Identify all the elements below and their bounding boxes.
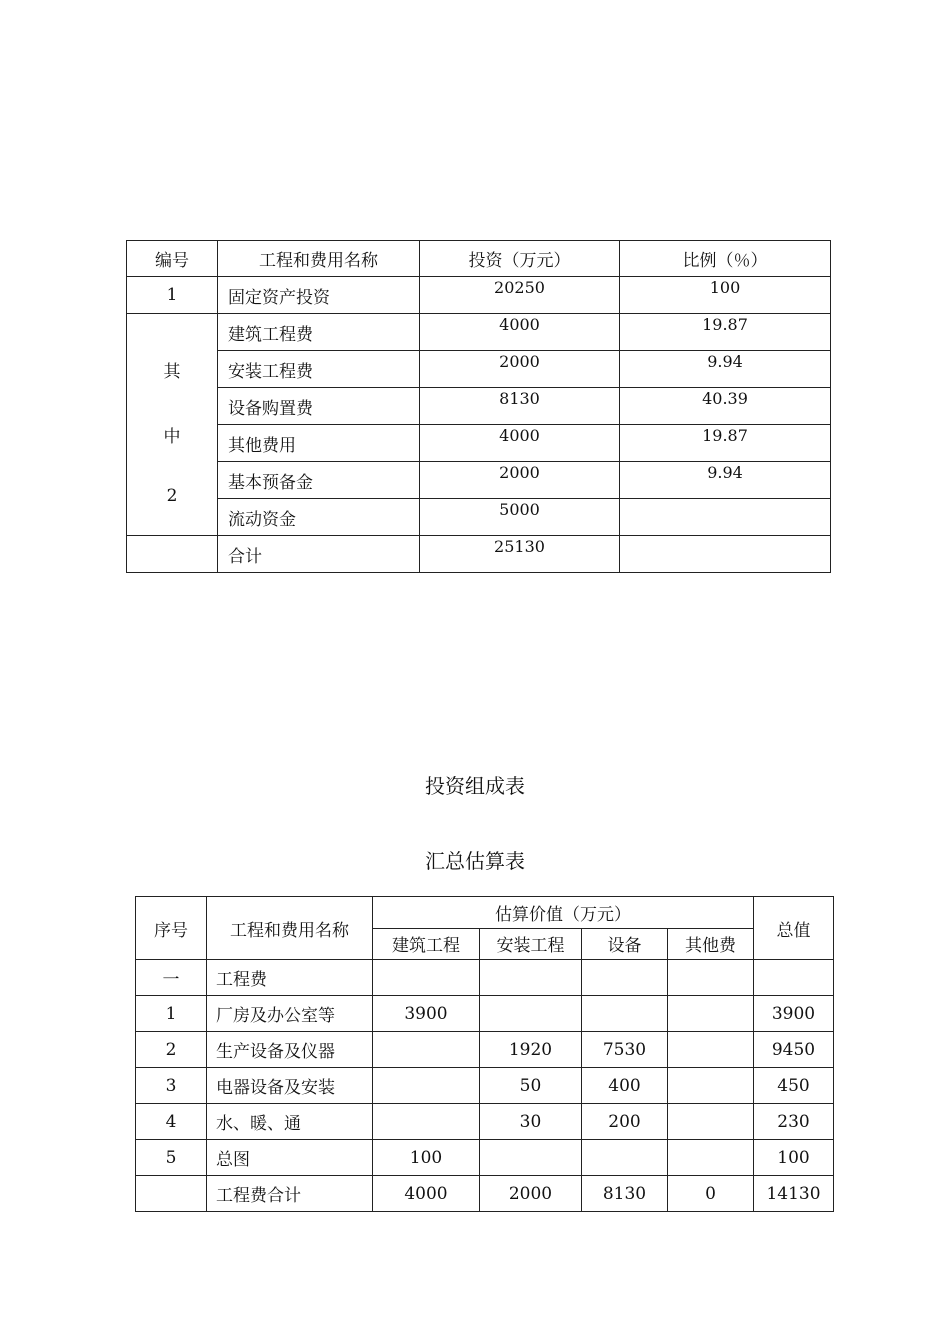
row-total: 100	[754, 1140, 834, 1176]
table-total-row	[136, 1176, 834, 1212]
summary-estimate-title: 汇总估算表	[425, 849, 525, 873]
row-name: 水、暖、通	[207, 1104, 373, 1140]
row-build	[373, 1068, 480, 1104]
row-total: 14130	[754, 1176, 834, 1212]
header-build: 建筑工程	[373, 928, 480, 960]
row-name: 其他费用	[218, 425, 420, 462]
table-row	[127, 425, 831, 462]
row-equipment: 8130	[582, 1176, 668, 1212]
header-other: 其他费	[668, 928, 754, 960]
row-name: 厂房及办公室等	[207, 996, 373, 1032]
row-number: 4	[136, 1104, 207, 1140]
table-row	[127, 351, 831, 388]
row-install	[480, 960, 582, 996]
row-ratio: 9.94	[620, 462, 831, 499]
row-build	[373, 960, 480, 996]
row-ratio	[620, 499, 831, 536]
table-row	[136, 1068, 834, 1104]
side-label	[127, 314, 218, 536]
row-total: 230	[754, 1104, 834, 1140]
table-row	[127, 314, 831, 351]
row-other	[668, 1032, 754, 1068]
row-name: 工程费合计	[207, 1176, 373, 1212]
row-equipment: 7530	[582, 1032, 668, 1068]
row-ratio: 19.87	[620, 314, 831, 351]
header-install: 安装工程	[480, 928, 582, 960]
table-row	[136, 1032, 834, 1068]
row-investment: 8130	[420, 388, 620, 425]
row-name: 流动资金	[218, 499, 420, 536]
row-install: 30	[480, 1104, 582, 1140]
row-name: 固定资产投资	[218, 277, 420, 314]
row-build: 3900	[373, 996, 480, 1032]
row-total: 3900	[754, 996, 834, 1032]
row-install	[480, 1140, 582, 1176]
row-build: 4000	[373, 1176, 480, 1212]
row-name: 电器设备及安装	[207, 1068, 373, 1104]
row-install: 1920	[480, 1032, 582, 1068]
row-install	[480, 996, 582, 1032]
row-equipment	[582, 960, 668, 996]
row-investment: 4000	[420, 425, 620, 462]
row-number: 1	[127, 277, 218, 314]
row-name: 工程费	[207, 960, 373, 996]
table-row	[136, 960, 834, 996]
row-name: 设备购置费	[218, 388, 420, 425]
row-build	[373, 1104, 480, 1140]
row-number	[136, 1176, 207, 1212]
total-ratio	[620, 536, 831, 573]
table-row	[127, 462, 831, 499]
table-row	[127, 277, 831, 314]
row-equipment	[582, 996, 668, 1032]
row-ratio: 9.94	[620, 351, 831, 388]
row-build	[373, 1032, 480, 1068]
row-equipment: 400	[582, 1068, 668, 1104]
row-investment: 2000	[420, 462, 620, 499]
row-number: 5	[136, 1140, 207, 1176]
header-name: 工程和费用名称	[207, 897, 373, 960]
table-row	[136, 1104, 834, 1140]
investment-composition-title: 投资组成表	[425, 774, 525, 798]
row-name: 安装工程费	[218, 351, 420, 388]
row-ratio: 40.39	[620, 388, 831, 425]
header-estimate-group: 估算价值（万元）	[373, 897, 754, 929]
row-total: 9450	[754, 1032, 834, 1068]
row-number: 3	[136, 1068, 207, 1104]
summary-estimate-table	[135, 896, 834, 1212]
row-name: 建筑工程费	[218, 314, 420, 351]
header-ratio: 比例（％）	[620, 241, 831, 277]
row-build: 100	[373, 1140, 480, 1176]
row-ratio: 19.87	[620, 425, 831, 462]
table-header-row	[136, 897, 834, 929]
row-equipment: 200	[582, 1104, 668, 1140]
header-name: 工程和费用名称	[218, 241, 420, 277]
row-other: 0	[668, 1176, 754, 1212]
row-name: 总图	[207, 1140, 373, 1176]
row-number: 2	[136, 1032, 207, 1068]
header-total: 总值	[754, 897, 834, 960]
table-row	[136, 996, 834, 1032]
total-number	[127, 536, 218, 573]
row-number: 1	[136, 996, 207, 1032]
table-row	[127, 388, 831, 425]
table-row	[127, 499, 831, 536]
table-total-row	[127, 536, 831, 573]
row-other	[668, 960, 754, 996]
row-name: 基本预备金	[218, 462, 420, 499]
total-investment: 25130	[420, 536, 620, 573]
side-char: 中	[163, 426, 181, 447]
row-number: 一	[136, 960, 207, 996]
header-equipment: 设备	[582, 928, 668, 960]
total-name: 合计	[218, 536, 420, 573]
row-install: 2000	[480, 1176, 582, 1212]
row-investment: 2000	[420, 351, 620, 388]
row-name: 生产设备及仪器	[207, 1032, 373, 1068]
header-number: 编号	[127, 241, 218, 277]
investment-composition-table	[126, 240, 831, 573]
row-other	[668, 1068, 754, 1104]
row-investment: 4000	[420, 314, 620, 351]
header-investment: 投资（万元）	[420, 241, 620, 277]
row-investment: 20250	[420, 277, 620, 314]
row-investment: 5000	[420, 499, 620, 536]
row-total	[754, 960, 834, 996]
row-ratio: 100	[620, 277, 831, 314]
header-number: 序号	[136, 897, 207, 960]
side-char: 其	[163, 362, 181, 382]
row-equipment	[582, 1140, 668, 1176]
table-header-row	[127, 241, 831, 277]
row-other	[668, 1104, 754, 1140]
row-other	[668, 1140, 754, 1176]
row-other	[668, 996, 754, 1032]
table-row	[136, 1140, 834, 1176]
row-total: 450	[754, 1068, 834, 1104]
side-char: 2	[166, 486, 178, 506]
row-install: 50	[480, 1068, 582, 1104]
